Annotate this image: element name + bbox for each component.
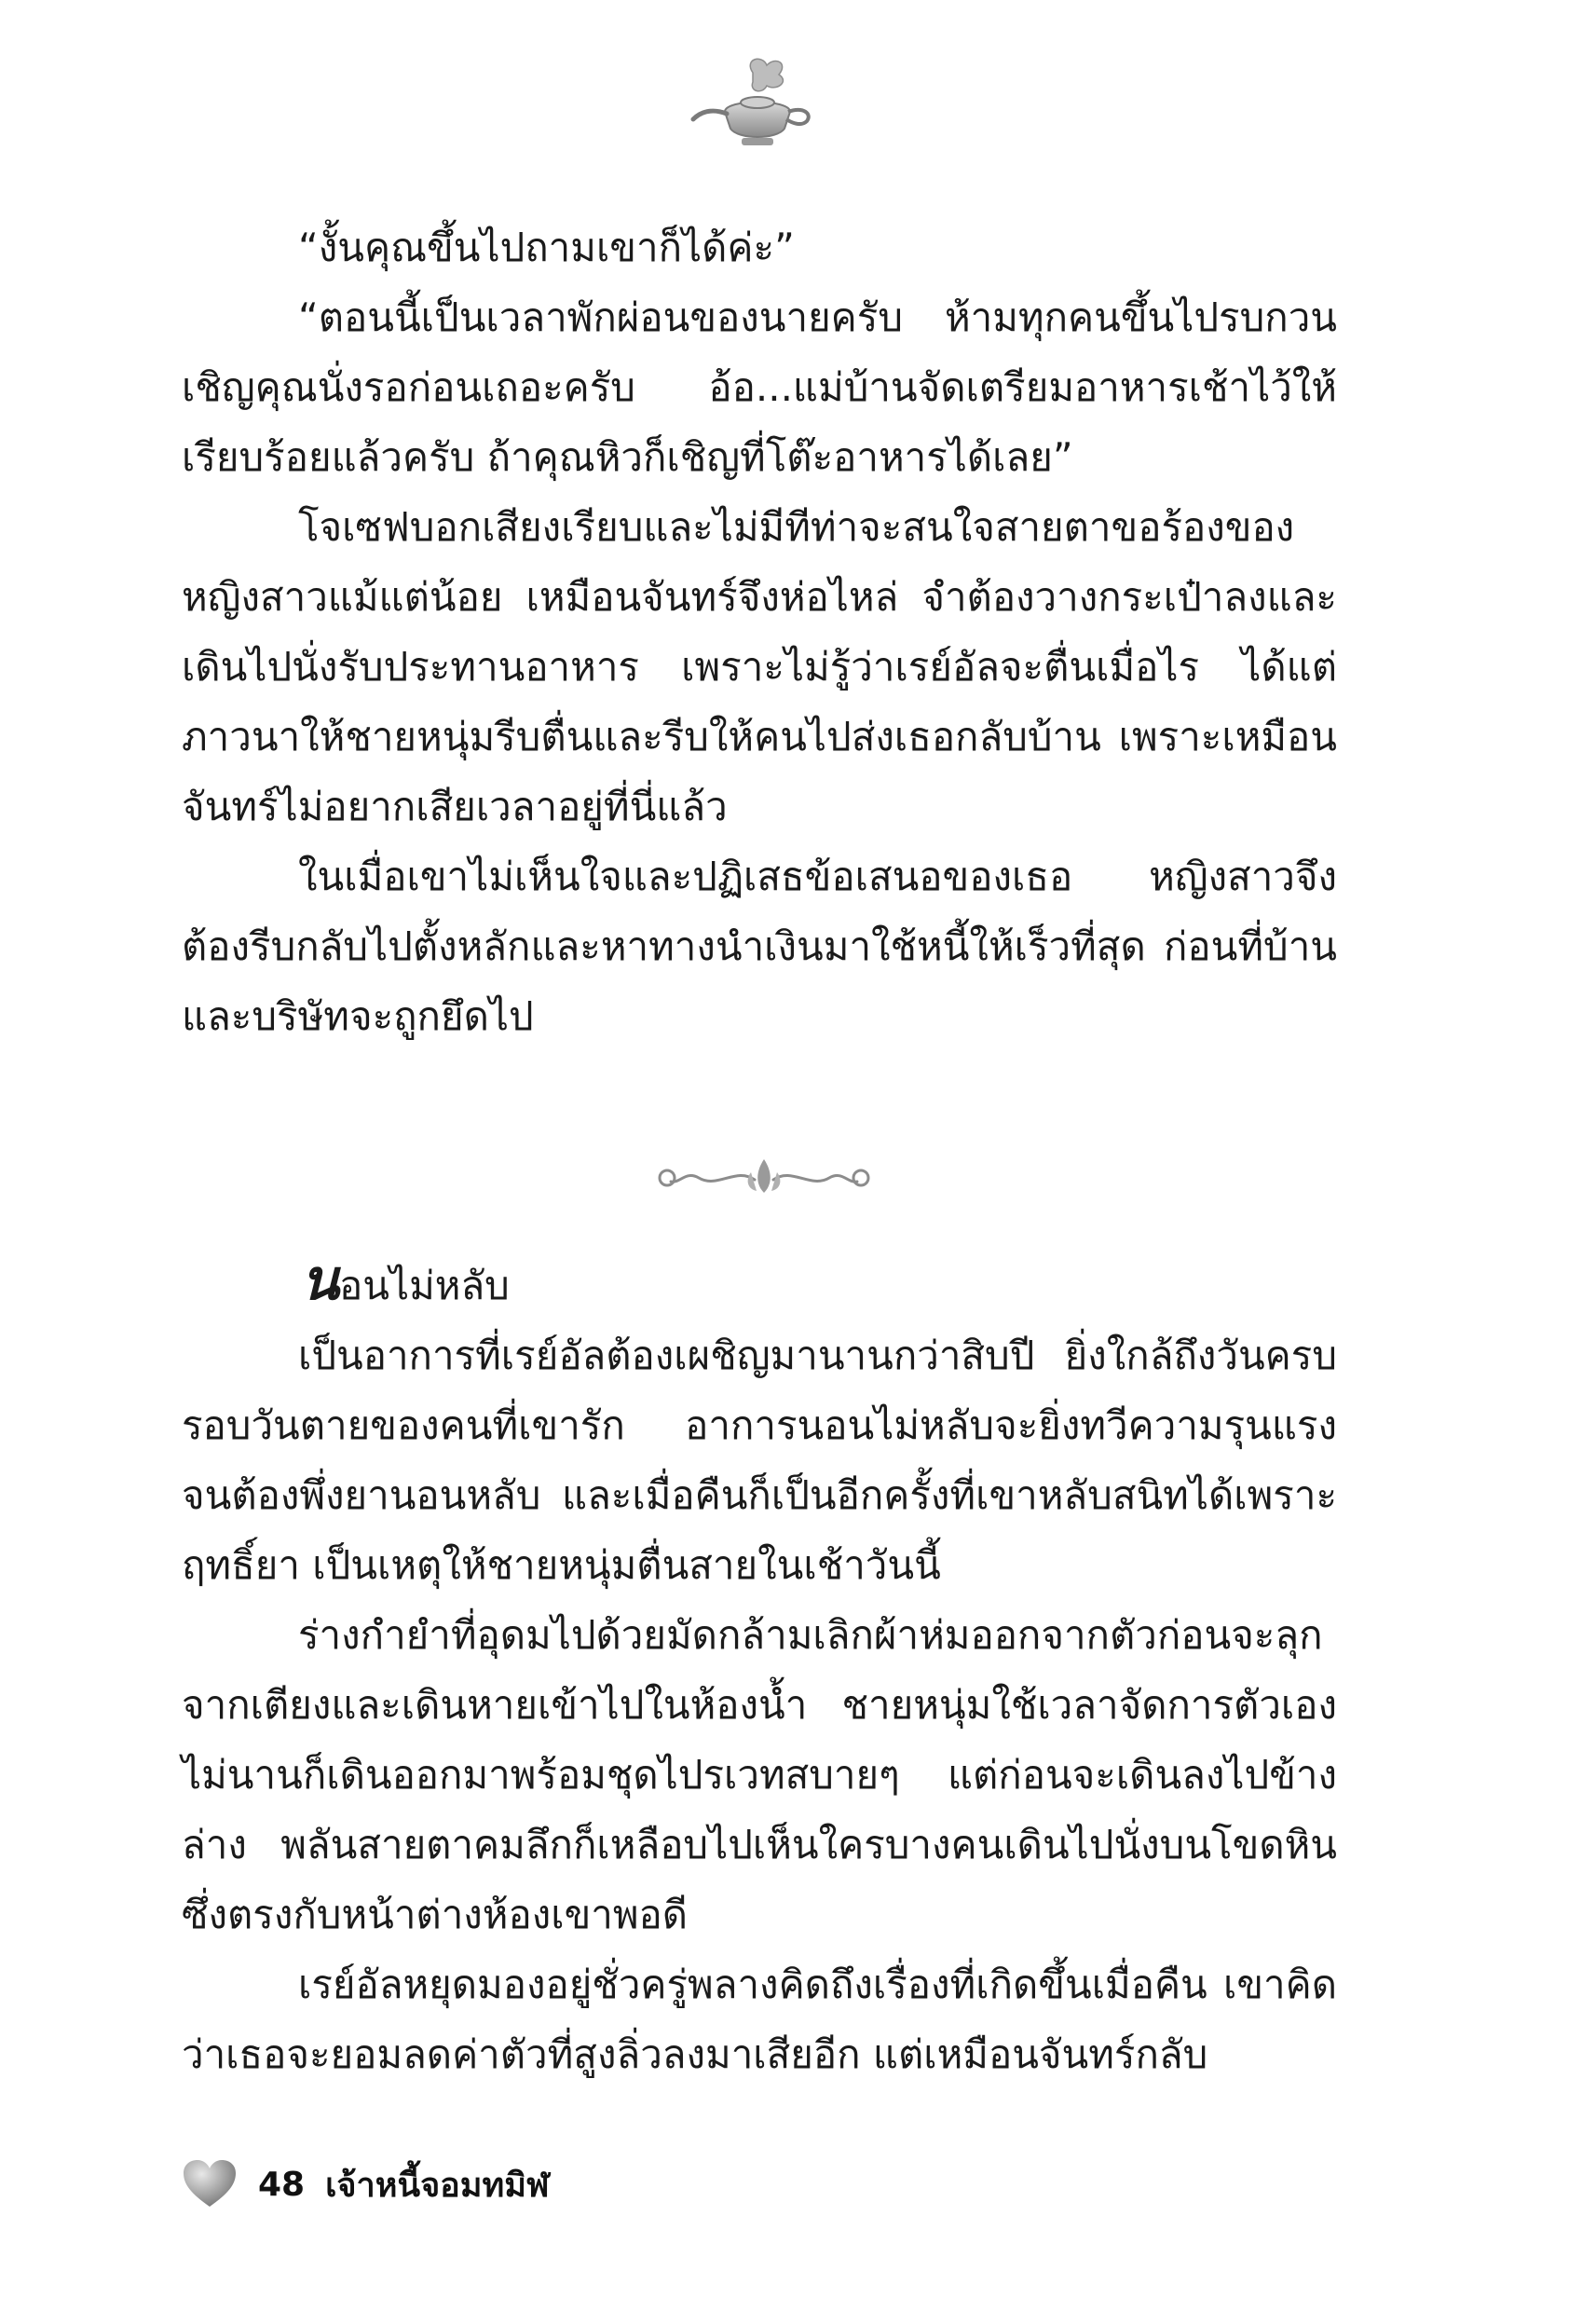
text-section-2: [182, 1248, 1337, 2089]
floral-divider-icon: [652, 1139, 876, 1210]
page-footer: [182, 2151, 550, 2218]
dialogue-paragraph: “งั้นคุณขึ้นไปถามเขาก็ได้ค่ะ”: [298, 225, 795, 270]
chapter-opening-line: [182, 1248, 1337, 1320]
book-title: เจ้าหนี้จอมทมิฬ: [325, 2166, 550, 2205]
drop-cap: น: [301, 1248, 340, 1313]
text-section-1: [182, 212, 1337, 1051]
body-paragraph: ในเมื่อเขาไม่เห็นใจและปฏิเสธข้อเสนอของเธอ หญิงสาวจึงต้องรีบกลับไปตั้งหลักและหาทางนำเงินมาใช้หนี้ให้เร็วที่สุด ก่อนที่บ้านและบริษัทจะถูกยึดไป: [182, 854, 1337, 1039]
body-paragraph: เป็นอาการที่เรย์อัลต้องเผชิญมานานกว่าสิบปี ยิ่งใกล้ถึงวันครบรอบวันตายของคนที่เขารัก อาการนอนไม่หลับจะยิ่งทวีความรุนแรงจนต้องพึ่งยานอนหลับ และเมื่อคืนก็เป็นอีกครั้งที่เขาหลับสนิทได้เพราะฤทธิ์ยา เป็นเหตุให้ชายหนุ่มตื่นสายในเช้าวันนี้: [182, 1333, 1337, 1588]
body-paragraph: ร่างกำยำที่อุดมไปด้วยมัดกล้ามเลิกผ้าห่มออกจากตัวก่อนจะลุกจากเตียงและเดินหายเข้าไปในห้องน้ำ ชายหนุ่มใช้เวลาจัดการตัวเองไม่นานก็เดินออกมาพร้อมชุดไปรเวทสบายๆ แต่ก่อนจะเดินลงไปข้างล่าง พลันสายตาคมลึกก็เหลือบไปเห็นใครบางคนเดินไปนั่งบนโขดหินซึ่งตรงกับหน้าต่างห้องเขาพอดี: [182, 1612, 1337, 1937]
body-paragraph: เรย์อัลหยุดมองอยู่ชั่วครู่พลางคิดถึงเรื่องที่เกิดขึ้นเมื่อคืน เขาคิดว่าเธอจะยอมลดค่าตัวที่สูงลิ่วลงมาเสียอีก แต่เหมือนจันทร์กลับ: [182, 1962, 1337, 2077]
genie-lamp-icon: [688, 54, 827, 157]
dialogue-paragraph: “ตอนนี้เป็นเวลาพักผ่อนของนายครับ ห้ามทุกคนขึ้นไปรบกวน เชิญคุณนั่งรอก่อนเถอะครับ อ้อ...แม่บ้านจัดเตรียมอาหารเช้าไว้ให้เรียบร้อยแล้วครับ ถ้าคุณหิวก็เชิญที่โต๊ะอาหารได้เลย”: [182, 294, 1337, 480]
body-paragraph: โจเซฟบอกเสียงเรียบและไม่มีทีท่าจะสนใจสายตาขอร้องของหญิงสาวแม้แต่น้อย เหมือนจันทร์จึงห่อไหล่ จำต้องวางกระเป๋าลงและเดินไปนั่งรับประทานอาหาร เพราะไม่รู้ว่าเรย์อัลจะตื่นเมื่อไร ได้แต่ภาวนาให้ชายหนุ่มรีบตื่นและรีบให้คนไปส่งเธอกลับบ้าน เพราะเหมือนจันทร์ไม่อยากเสียเวลาอยู่ที่นี่แล้ว: [182, 504, 1337, 829]
opening-line-text: อนไม่หลับ: [339, 1263, 510, 1308]
heart-icon: [182, 2158, 238, 2210]
page-number: 48: [258, 2165, 306, 2204]
